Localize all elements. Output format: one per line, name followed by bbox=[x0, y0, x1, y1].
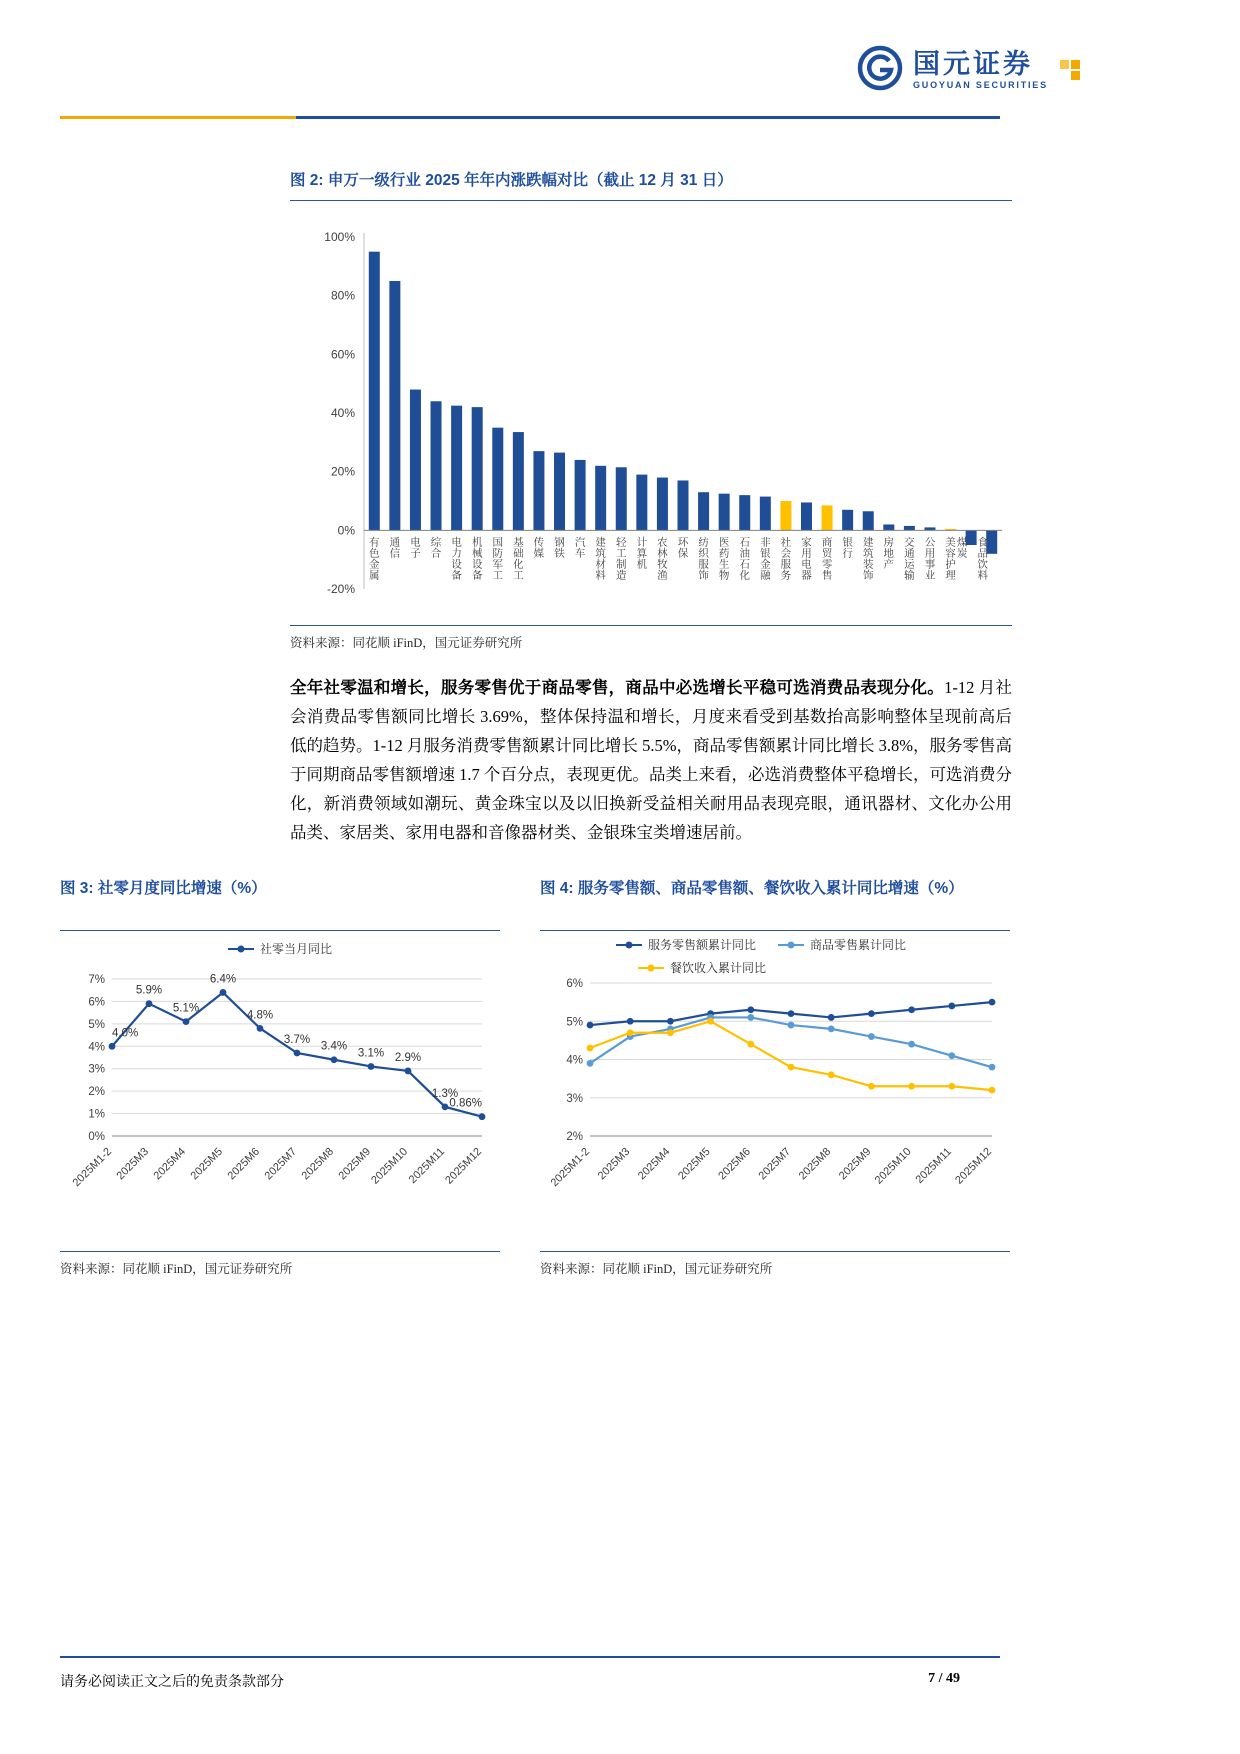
svg-text:80%: 80% bbox=[330, 289, 355, 304]
svg-text:2025M5: 2025M5 bbox=[188, 1145, 226, 1183]
figure3-title: 图 3: 社零月度同比增速（%） bbox=[60, 876, 500, 931]
svg-text:计算机: 计算机 bbox=[636, 536, 648, 571]
svg-text:6.4%: 6.4% bbox=[209, 973, 237, 986]
svg-text:电力设备: 电力设备 bbox=[451, 536, 462, 582]
svg-text:商品零售累计同比: 商品零售累计同比 bbox=[810, 938, 907, 952]
svg-text:3%: 3% bbox=[566, 1092, 583, 1105]
footer-page-number: 7 / 49 bbox=[928, 1671, 960, 1686]
svg-text:3.7%: 3.7% bbox=[283, 1034, 311, 1047]
svg-text:2025M8: 2025M8 bbox=[299, 1145, 337, 1183]
svg-text:2025M9: 2025M9 bbox=[336, 1145, 374, 1183]
svg-text:4.8%: 4.8% bbox=[246, 1009, 274, 1022]
svg-text:基础化工: 基础化工 bbox=[513, 536, 524, 582]
svg-text:汽车: 汽车 bbox=[574, 536, 586, 560]
svg-text:2025M6: 2025M6 bbox=[716, 1145, 753, 1183]
svg-text:2025M10: 2025M10 bbox=[369, 1145, 411, 1187]
figure3-chart bbox=[60, 931, 500, 1249]
svg-text:2025M4: 2025M4 bbox=[635, 1145, 673, 1183]
svg-text:2025M1-2: 2025M1-2 bbox=[70, 1145, 115, 1190]
paragraph-rest: 1-12 月社会消费品零售额同比增长 3.69%，整体保持温和增长，月度来看受到基数抬高影响整体呈现前高后低的趋势。1-12 月服务消费零售额累计同比增长 5.5%，商品零售额累计同比增长 3.8%，服务零售高于同期商品零售额增速 1.7 个百分点，表现更优。品类上来看，必选消费整体平稳增长，可选消费分化，新消费领域如潮玩、黄金珠宝以及以旧换新受益相关耐用品表现亮眼，通讯器材、文化办公用品类、家居类、家用电器和音像器材类、金银珠宝类增速居前。 bbox=[290, 677, 1013, 842]
svg-text:4.0%: 4.0% bbox=[112, 1027, 139, 1040]
logo-text-block bbox=[913, 50, 1048, 91]
svg-text:综合: 综合 bbox=[430, 536, 442, 560]
svg-text:传媒: 传媒 bbox=[533, 536, 545, 560]
svg-text:5.1%: 5.1% bbox=[172, 1002, 200, 1015]
svg-text:3.1%: 3.1% bbox=[357, 1047, 385, 1060]
guoyuan-logo-icon bbox=[856, 44, 904, 97]
svg-text:2025M3: 2025M3 bbox=[114, 1145, 152, 1183]
svg-text:6%: 6% bbox=[88, 996, 105, 1009]
svg-text:2025M12: 2025M12 bbox=[443, 1145, 485, 1187]
svg-text:社零当月同比: 社零当月同比 bbox=[260, 942, 333, 956]
figure4-title: 图 4: 服务零售额、商品零售额、餐饮收入累计同比增速（%） bbox=[540, 876, 1010, 931]
svg-text:家用电器: 家用电器 bbox=[801, 536, 812, 582]
svg-text:3.4%: 3.4% bbox=[320, 1040, 348, 1053]
svg-text:2025M3: 2025M3 bbox=[595, 1145, 633, 1183]
svg-text:5%: 5% bbox=[566, 1016, 583, 1029]
svg-text:医药生物: 医药生物 bbox=[718, 536, 730, 582]
svg-text:2025M11: 2025M11 bbox=[913, 1145, 954, 1186]
svg-text:房地产: 房地产 bbox=[883, 536, 895, 571]
figure2-title: 图 2: 申万一级行业 2025 年年内涨跌幅对比（截止 12 月 31 日） bbox=[290, 168, 1012, 201]
header-logo bbox=[856, 44, 1083, 97]
body-paragraph bbox=[290, 673, 1012, 847]
figure4-source: 资料来源：同花顺 iFinD，国元证券研究所 bbox=[540, 1251, 1010, 1277]
svg-text:2025M6: 2025M6 bbox=[225, 1145, 263, 1183]
svg-text:交通运输: 交通运输 bbox=[904, 536, 915, 582]
svg-text:有色金属: 有色金属 bbox=[369, 536, 380, 582]
svg-text:2025M8: 2025M8 bbox=[796, 1145, 834, 1183]
svg-text:2025M7: 2025M7 bbox=[262, 1145, 300, 1183]
svg-text:国防军工: 国防军工 bbox=[492, 536, 504, 582]
svg-text:服务零售额累计同比: 服务零售额累计同比 bbox=[648, 938, 757, 952]
svg-text:4%: 4% bbox=[566, 1054, 583, 1067]
svg-text:2%: 2% bbox=[566, 1131, 583, 1143]
svg-text:5%: 5% bbox=[88, 1018, 105, 1031]
figure3-source: 资料来源：同花顺 iFinD，国元证券研究所 bbox=[60, 1251, 500, 1277]
svg-text:机械设备: 机械设备 bbox=[471, 536, 483, 582]
svg-text:美容护理: 美容护理 bbox=[945, 536, 956, 582]
figure2-chart bbox=[290, 201, 1012, 623]
svg-text:5.9%: 5.9% bbox=[135, 984, 163, 997]
paragraph-lead-bold: 全年社零温和增长，服务零售优于商品零售，商品中必选增长平稳可选消费品表现分化。 bbox=[290, 677, 945, 697]
svg-text:环保: 环保 bbox=[677, 536, 689, 560]
svg-text:0%: 0% bbox=[337, 523, 355, 538]
svg-text:餐饮收入累计同比: 餐饮收入累计同比 bbox=[670, 961, 767, 975]
svg-text:公用事业: 公用事业 bbox=[924, 536, 936, 582]
svg-text:3%: 3% bbox=[88, 1063, 105, 1076]
svg-text:-20%: -20% bbox=[326, 582, 355, 597]
svg-text:2025M1-2: 2025M1-2 bbox=[548, 1145, 593, 1190]
svg-text:石油石化: 石油石化 bbox=[739, 536, 750, 582]
svg-text:1%: 1% bbox=[88, 1108, 105, 1121]
logo-name-cn: 国元证券 bbox=[913, 49, 1033, 80]
svg-text:100%: 100% bbox=[324, 230, 355, 245]
svg-text:2025M12: 2025M12 bbox=[953, 1145, 995, 1187]
svg-text:钢铁: 钢铁 bbox=[554, 536, 565, 560]
svg-text:2%: 2% bbox=[88, 1086, 105, 1099]
svg-text:银行: 银行 bbox=[842, 536, 853, 560]
svg-text:6%: 6% bbox=[566, 978, 583, 990]
footer-disclaimer: 请务必阅读正文之后的免责条款部分 bbox=[60, 1675, 284, 1690]
svg-text:7%: 7% bbox=[88, 974, 105, 986]
svg-text:轻工制造: 轻工制造 bbox=[616, 536, 627, 582]
svg-text:通信: 通信 bbox=[389, 536, 401, 560]
footer-rule bbox=[60, 1656, 1000, 1658]
svg-text:60%: 60% bbox=[330, 347, 355, 362]
svg-text:2025M5: 2025M5 bbox=[676, 1145, 713, 1183]
svg-text:煤炭: 煤炭 bbox=[956, 536, 968, 560]
header-rule bbox=[60, 116, 1000, 119]
svg-text:0.86%: 0.86% bbox=[449, 1097, 482, 1110]
figure3-block bbox=[60, 876, 500, 1277]
svg-text:纺织服饰: 纺织服饰 bbox=[698, 536, 709, 582]
header-rule-blue bbox=[296, 116, 1000, 119]
figure2-source: 资料来源：同花顺 iFinD，国元证券研究所 bbox=[290, 625, 1012, 651]
svg-text:食品饮料: 食品饮料 bbox=[977, 536, 988, 582]
svg-text:1.3%: 1.3% bbox=[431, 1087, 459, 1100]
svg-text:2025M11: 2025M11 bbox=[406, 1145, 448, 1186]
svg-text:2.9%: 2.9% bbox=[394, 1051, 422, 1064]
svg-text:2025M4: 2025M4 bbox=[151, 1145, 189, 1183]
svg-text:建筑装饰: 建筑装饰 bbox=[862, 536, 874, 582]
figure4-chart bbox=[540, 931, 1010, 1249]
logo-name-en: GUOYUAN SECURITIES bbox=[913, 80, 1048, 91]
svg-text:0%: 0% bbox=[88, 1131, 105, 1143]
figure2-block bbox=[290, 168, 1012, 651]
svg-text:社会服务: 社会服务 bbox=[780, 536, 792, 582]
svg-text:40%: 40% bbox=[330, 406, 355, 421]
svg-text:2025M10: 2025M10 bbox=[872, 1145, 914, 1187]
svg-text:农林牧渔: 农林牧渔 bbox=[657, 536, 668, 582]
svg-text:20%: 20% bbox=[330, 465, 355, 480]
svg-text:2025M9: 2025M9 bbox=[836, 1145, 874, 1183]
svg-text:建筑材料: 建筑材料 bbox=[595, 536, 606, 582]
svg-text:4%: 4% bbox=[88, 1041, 105, 1054]
svg-text:非银金融: 非银金融 bbox=[760, 536, 771, 582]
logo-pixel-icon bbox=[1059, 56, 1083, 85]
header-rule-orange bbox=[60, 116, 296, 119]
svg-text:电子: 电子 bbox=[410, 536, 421, 560]
svg-text:2025M7: 2025M7 bbox=[756, 1145, 794, 1183]
figure4-block bbox=[540, 876, 1010, 1277]
svg-text:商贸零售: 商贸零售 bbox=[821, 536, 833, 582]
